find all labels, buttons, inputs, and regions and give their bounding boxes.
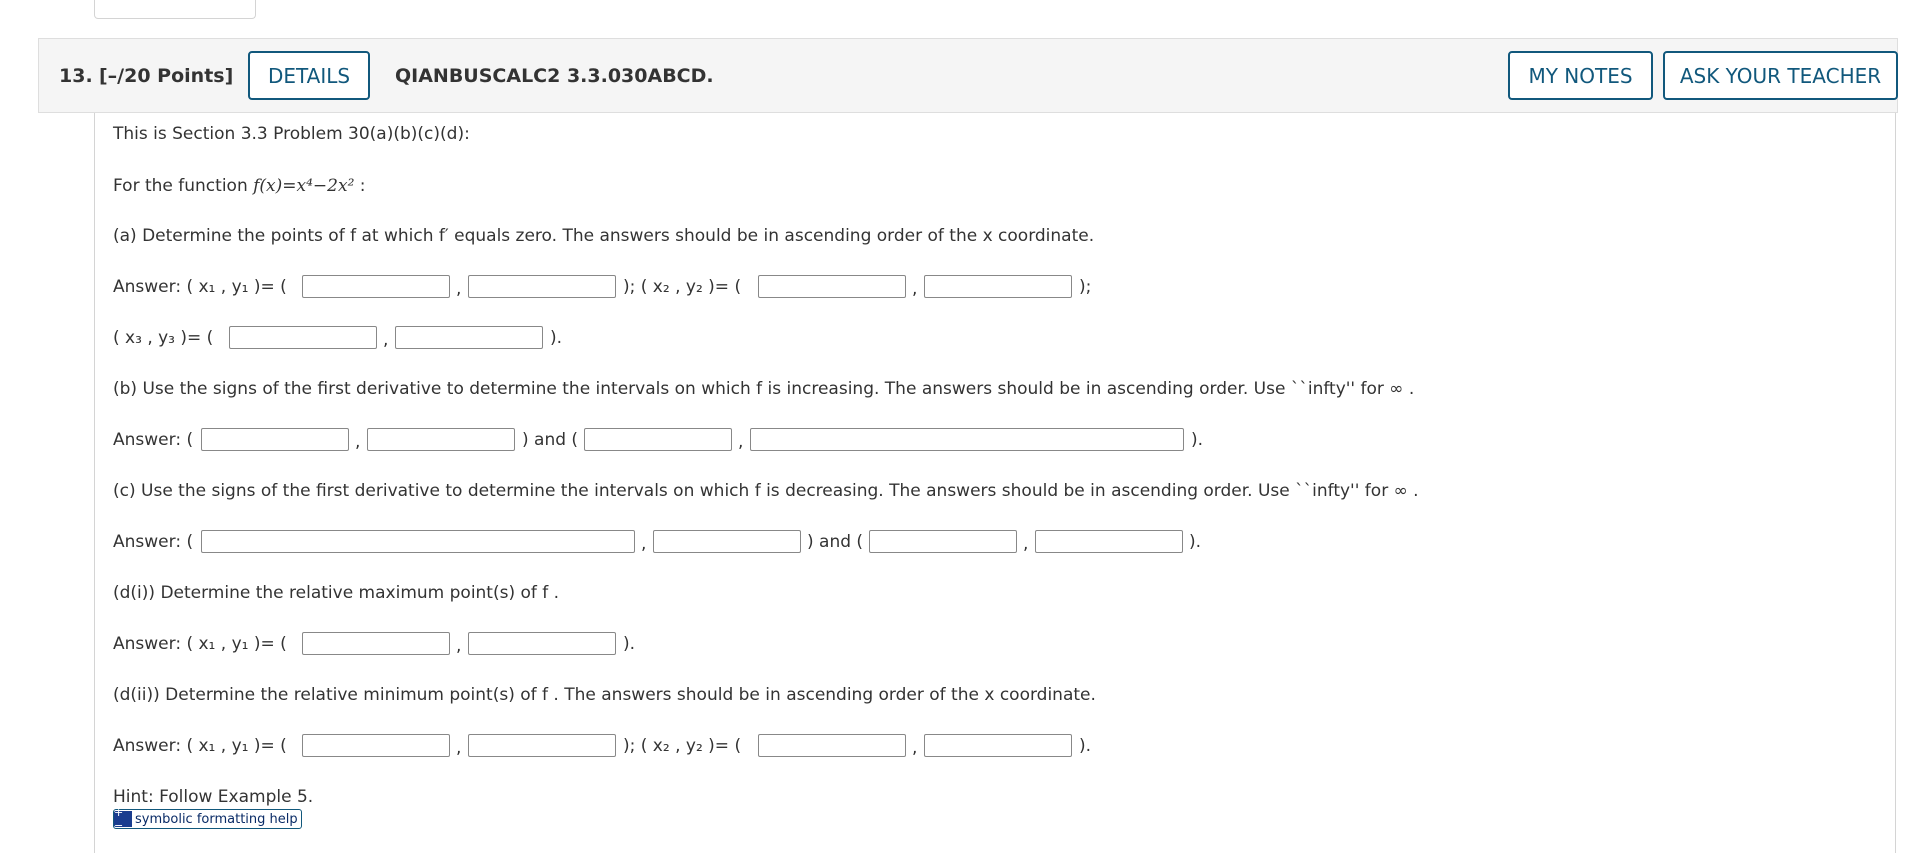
previous-question-panel xyxy=(94,0,256,19)
comma: , xyxy=(641,534,647,554)
answer-d1-open: Answer: ( x₁ , y₁ )= ( xyxy=(113,634,287,654)
hint-text: Hint: Follow Example 5. xyxy=(113,787,314,807)
comma: , xyxy=(912,738,918,758)
answer-d2-x1-input[interactable] xyxy=(302,734,450,757)
answer-b-interval2-end-input[interactable] xyxy=(750,428,1184,451)
answer-b-interval2-start-input[interactable] xyxy=(584,428,732,451)
answer-a-line2-open: ( x₃ , y₃ )= ( xyxy=(113,328,214,348)
answer-d2-y1-input[interactable] xyxy=(468,734,616,757)
answer-d1-close: ). xyxy=(623,634,636,654)
help-label: symbolic formatting help xyxy=(135,811,298,827)
answer-d2-y2-input[interactable] xyxy=(924,734,1072,757)
comma: , xyxy=(456,279,462,299)
comma: , xyxy=(912,279,918,299)
answer-a-x1-input[interactable] xyxy=(302,275,450,298)
answer-a-y1-input[interactable] xyxy=(468,275,616,298)
answer-a-line2-close: ). xyxy=(550,328,563,348)
answer-b-interval1-end-input[interactable] xyxy=(367,428,515,451)
function-expression: f(x)=x⁴−2x² xyxy=(253,176,355,196)
question-id: QIANBUSCALC2 3.3.030ABCD. xyxy=(395,65,714,87)
part-a-prompt: (a) Determine the points of f at which f′ equals zero. The answers should be in ascending order of the x coordinate. xyxy=(113,226,1095,246)
comma: , xyxy=(456,636,462,656)
comma: , xyxy=(456,738,462,758)
answer-a-line1-mid: ); ( x₂ , y₂ )= ( xyxy=(623,277,742,297)
part-b-prompt: (b) Use the signs of the first derivative to determine the intervals on which f is increasing. The answers should be in ascending order. Use ``infty'' for ∞ . xyxy=(113,379,1415,399)
answer-d2-x2-input[interactable] xyxy=(758,734,906,757)
question-points: [–/20 Points] xyxy=(99,65,234,87)
answer-a-y3-input[interactable] xyxy=(395,326,543,349)
answer-c-interval2-start-input[interactable] xyxy=(869,530,1017,553)
plus-minus-icon: +− xyxy=(114,811,132,827)
answer-a-x2-input[interactable] xyxy=(758,275,906,298)
answer-d1-y1-input[interactable] xyxy=(468,632,616,655)
answer-a-x3-input[interactable] xyxy=(229,326,377,349)
answer-b-open: Answer: ( xyxy=(113,430,194,450)
symbolic-formatting-help-button[interactable] xyxy=(113,806,302,832)
function-prefix: For the function xyxy=(113,176,254,196)
ask-your-teacher-button[interactable]: ASK YOUR TEACHER xyxy=(1663,51,1898,100)
answer-c-open: Answer: ( xyxy=(113,532,194,552)
answer-d2-close: ). xyxy=(1079,736,1092,756)
answer-d2-mid: ); ( x₂ , y₂ )= ( xyxy=(623,736,742,756)
function-statement xyxy=(113,175,366,197)
my-notes-button[interactable]: MY NOTES xyxy=(1508,51,1653,100)
answer-c-interval2-end-input[interactable] xyxy=(1035,530,1183,553)
answer-b-mid: ) and ( xyxy=(522,430,579,450)
answer-b-interval1-start-input[interactable] xyxy=(201,428,349,451)
answer-c-mid: ) and ( xyxy=(807,532,864,552)
answer-c-close: ). xyxy=(1189,532,1202,552)
answer-a-line1-close: ); xyxy=(1079,277,1092,297)
part-d1-prompt: (d(i)) Determine the relative maximum point(s) of f . xyxy=(113,583,560,603)
answer-d2-open: Answer: ( x₁ , y₁ )= ( xyxy=(113,736,287,756)
answer-a-y2-input[interactable] xyxy=(924,275,1072,298)
answer-c-interval1-end-input[interactable] xyxy=(653,530,801,553)
details-button[interactable]: DETAILS xyxy=(248,51,370,100)
comma: , xyxy=(355,432,361,452)
comma: , xyxy=(1023,534,1029,554)
question-header xyxy=(38,38,1898,113)
answer-d1-x1-input[interactable] xyxy=(302,632,450,655)
intro-text: This is Section 3.3 Problem 30(a)(b)(c)(d): xyxy=(113,124,470,144)
function-suffix: : xyxy=(354,176,366,196)
comma: , xyxy=(383,330,389,350)
question-body xyxy=(94,113,1896,853)
part-d2-prompt: (d(ii)) Determine the relative minimum point(s) of f . The answers should be in ascending order of the x coordinate. xyxy=(113,685,1096,705)
answer-a-line1-open: Answer: ( x₁ , y₁ )= ( xyxy=(113,277,287,297)
answer-b-close: ). xyxy=(1191,430,1204,450)
question-number: 13. xyxy=(59,65,93,87)
part-c-prompt: (c) Use the signs of the first derivative to determine the intervals on which f is decreasing. The answers should be in ascending order. Use ``infty'' for ∞ . xyxy=(113,481,1419,501)
answer-c-interval1-start-input[interactable] xyxy=(201,530,635,553)
comma: , xyxy=(738,432,744,452)
